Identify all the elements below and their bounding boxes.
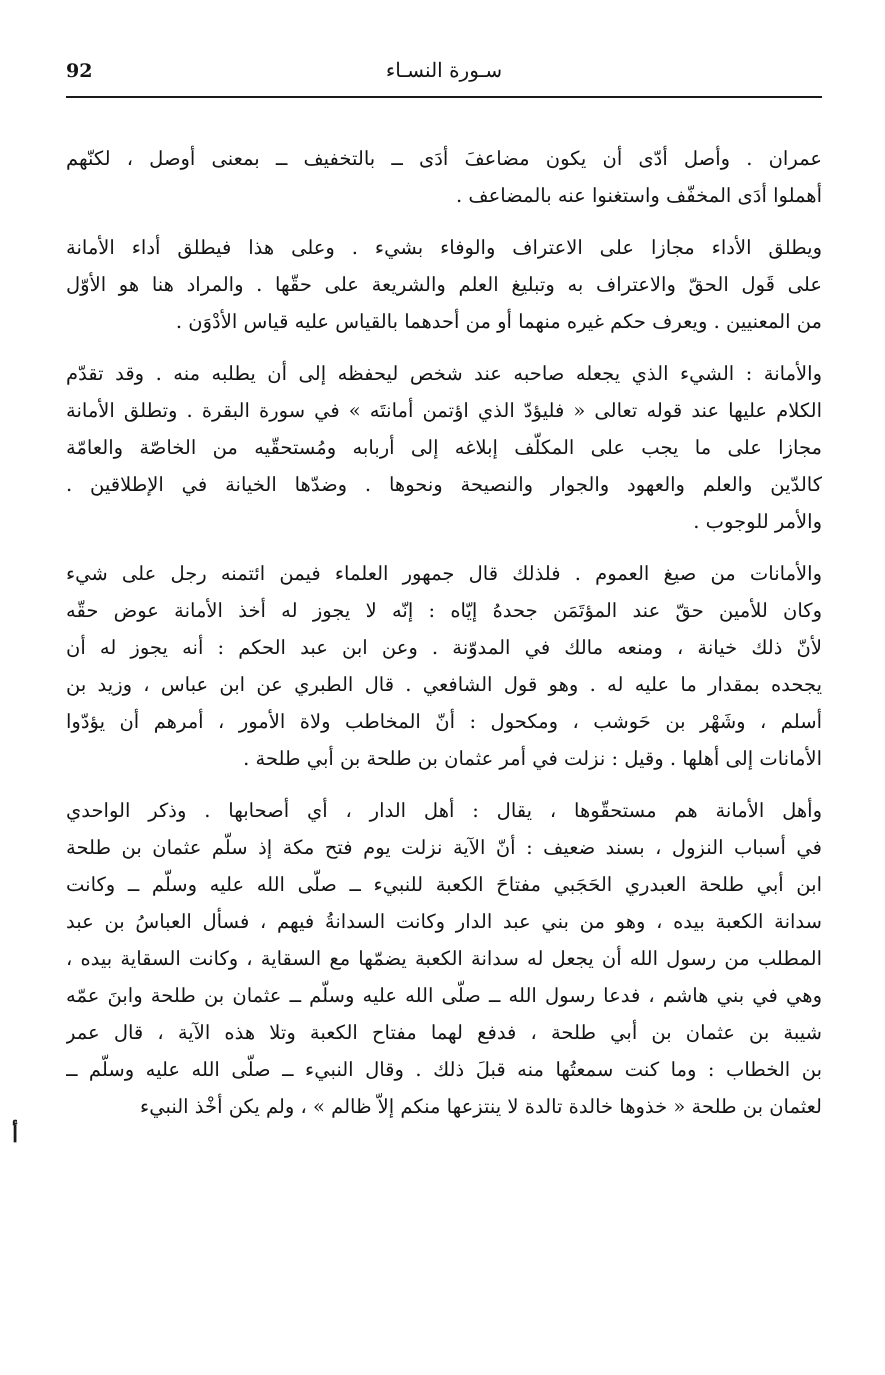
text-line: بن الخطاب : وما كنت سمعتُها منه قبلَ ذلك . وقال النبيء ــ صلّى الله عليه وسلّم ــ (66, 1058, 822, 1081)
paragraph (66, 140, 822, 214)
text-line: أهملوا أدَى المخفّف واستغنوا عنه بالمضاعف . (455, 184, 822, 207)
text-line: والأمانة : الشيء الذي يجعله صاحبه عند شخص ليحفظه إلى أن يطلبه منه . وقد تقدّم (66, 362, 822, 385)
surah-title: سـورة النسـاء (385, 58, 503, 82)
text-line: وكان للأمين حقّ عند المؤتَمَن جحدهُ إيّاه : إنّه لا يجوز له أخذ الأمانة عوض حقّه (66, 599, 822, 622)
text-line: مجازا على ما يجب على المكلّف إبلاغه إلى أربابه ومُستحقّيه من الخاصّة والعامّة (66, 436, 822, 459)
text-line: الأمانات إلى أهلها . وقيل : نزلت في أمر عثمان بن طلحة بن أبي طلحة . (243, 747, 822, 770)
text-line: كالدّين والعلم والعهود والجوار والنصيحة ونحوها . وضدّها الخيانة في الإطلاقين . (66, 473, 822, 496)
text-line: عمران . وأصل أدّى أن يكون مضاعفَ أدَى ــ بالتخفيف ــ بمعنى أوصل ، لكنّهم (66, 147, 822, 170)
text-line: لأنّ ذلك خيانة ، ومنعه مالك في المدوّنة . وعن ابن عبد الحكم : أنه يجوز له أن (66, 636, 822, 659)
text-line: المطلب من رسول الله أن يجعل له سدانة الكعبة يضمّها مع السقاية ، وكانت السقاية بيده ، (66, 947, 822, 970)
paragraph (66, 355, 822, 540)
text-line: أسلم ، وشَهْر بن حَوشب ، ومكحول : أنّ المخاطب ولاة الأمور ، أمرهم أن يؤدّوا (66, 710, 822, 733)
text-line: يجحده بمقدار ما عليه له . وهو قول الشافعي . قال الطبري عن ابن عباس ، وزيد بن (66, 673, 822, 696)
paragraph (66, 792, 822, 1125)
paragraph (66, 555, 822, 777)
header-rule (66, 96, 822, 98)
page-body (66, 140, 822, 1140)
text-line: ابن أبي طلحة العبدري الحَجَبي مفتاحَ الكعبة للنبيء ــ صلّى الله عليه وسلّم ــ وكانت (66, 873, 822, 896)
text-line: والأمانات من صيغ العموم . فلذلك قال جمهور العلماء فيمن ائتمنه رجل على شيء (66, 562, 822, 585)
text-line: والأمر للوجوب . (693, 510, 822, 533)
page-header (66, 56, 822, 100)
text-line: من المعنيين . ويعرف حكم غيره منهما أو من أحدهما بالقياس عليه قياس الأدْوَن . (175, 310, 822, 333)
paragraph (66, 229, 822, 340)
text-line: ويطلق الأداء مجازا على الاعتراف والوفاء بشيء . وعلى هذا فيطلق أداء الأمانة (66, 236, 822, 259)
text-line: على قَول الحقّ والاعتراف به وتبليغ العلم والشريعة على حقّها . والمراد هنا هو الأوّل (66, 273, 822, 296)
text-line: سدانة الكعبة بيده ، وهو من بني عبد الدار وكانت السدانةُ فيهم ، فسأل العباسُ بن عبد (66, 910, 822, 933)
page-number: 92 (66, 60, 93, 82)
text-line: شيبة بن عثمان بن أبي طلحة ، فدفع لهما مفتاح الكعبة وتلا هذه الآية ، قال عمر (66, 1021, 822, 1044)
text-line: لعثمان بن طلحة « خذوها خالدة تالدة لا ينتزعها منكم إلاّ ظالم » ، ولم يكن أخْذ النبيء (140, 1095, 822, 1118)
text-line: وأهل الأمانة هم مستحقّوها ، يقال : أهل الدار ، أي أصحابها . وذكر الواحدي (66, 799, 822, 822)
text-line: الكلام عليها عند قوله تعالى « فليؤدّ الذي اؤتمن أمانتَه » في سورة البقرة . وتطلق الأمانة (66, 399, 822, 422)
text-line: وهي في بني هاشم ، فدعا رسول الله ــ صلّى الله عليه وسلّم ــ عثمان بن طلحة وابنَ عمّه (66, 984, 822, 1007)
margin-mark: أ (12, 1122, 19, 1148)
text-line: في أسباب النزول ، بسند ضعيف : أنّ الآية نزلت يوم فتح مكة إذ سلّم عثمان بن طلحة (66, 836, 822, 859)
